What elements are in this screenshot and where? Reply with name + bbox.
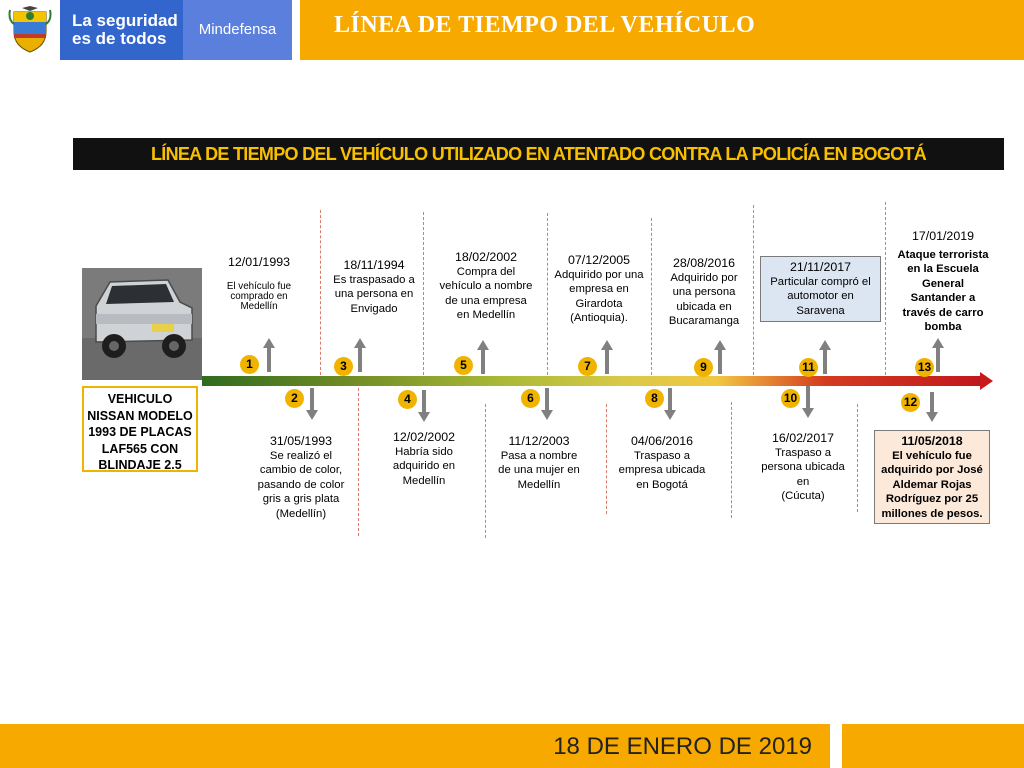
event-text: persona ubicada (761, 461, 845, 473)
event-text: Medellín (402, 474, 446, 487)
footer-date: 18 DE ENERO DE 2019 (553, 733, 812, 760)
event-date: 11/05/2018 (901, 434, 963, 448)
event-text: Se realizó el (269, 449, 333, 462)
header-title-bar (300, 0, 1024, 60)
event-text: una persona en (334, 288, 414, 300)
event-text: Ataque terrorista (897, 248, 989, 261)
vehicle-description (82, 386, 198, 472)
event-text: Adquirido por (670, 271, 738, 284)
event-text: de una empresa (445, 294, 527, 307)
event-text: comprado en (230, 290, 288, 302)
event-text: adquirido por José (881, 464, 983, 476)
event-text: automotor en (787, 290, 854, 302)
event-13 (892, 229, 994, 335)
event-date: 12/01/1993 (227, 255, 290, 269)
event-4 (378, 430, 470, 488)
vehicle-photo (82, 268, 202, 380)
event-text: Rodríguez por 25 (885, 493, 979, 505)
vehicle-line: NISSAN MODELO (87, 408, 193, 423)
event-3 (326, 258, 422, 316)
event-marker-10: 10 (781, 389, 800, 408)
coat-of-arms-icon (8, 6, 52, 54)
event-text: millones de pesos. (881, 507, 983, 520)
footer-bar (0, 724, 830, 768)
event-marker-2: 2 (285, 389, 304, 408)
event-text: cambio de color, (259, 464, 343, 476)
event-text: Traspaso a (633, 449, 691, 462)
event-text: Santander a (910, 292, 976, 304)
gov-slogan-line1: La seguridad (72, 11, 178, 30)
event-date: 07/12/2005 (567, 253, 630, 267)
event-7 (548, 253, 650, 326)
event-1 (214, 255, 304, 312)
event-date: 17/01/2019 (911, 229, 974, 243)
event-date: 21/11/2017 (789, 260, 852, 274)
separator-line (485, 404, 486, 538)
event-marker-8: 8 (645, 389, 664, 408)
event-text: en Medellín (456, 309, 516, 321)
separator-line (753, 205, 754, 375)
event-date: 28/08/2016 (672, 256, 735, 270)
event-text: Medellín (517, 478, 561, 491)
event-marker-11: 11 (799, 358, 818, 377)
footer-accent (842, 724, 1024, 768)
separator-line (358, 388, 359, 536)
event-marker-1: 1 (240, 355, 259, 374)
event-text: bomba (924, 321, 962, 333)
event-text: Envigado (350, 302, 398, 315)
event-text: Particular compró el (770, 275, 871, 288)
event-date: 31/05/1993 (269, 434, 332, 448)
separator-line (731, 402, 732, 518)
event-8 (614, 434, 710, 492)
event-text: (Medellín) (275, 507, 327, 520)
event-marker-4: 4 (398, 390, 417, 409)
event-2 (252, 434, 350, 521)
event-10 (752, 431, 854, 504)
gov-slogan-line2: es de todos (72, 29, 167, 48)
separator-line (651, 218, 652, 375)
event-text: gris a gris plata (262, 493, 340, 505)
gov-slogan-logo (60, 0, 183, 60)
separator-line (885, 202, 886, 375)
ministry-logo: Mindefensa (183, 0, 292, 60)
timeline-arrowhead-icon (980, 372, 993, 390)
event-marker-3: 3 (334, 357, 353, 376)
event-text: Es traspasado a (333, 273, 415, 286)
event-text: empresa ubicada (618, 464, 706, 476)
event-date: 18/02/2002 (454, 250, 517, 264)
timeline-axis (202, 376, 982, 386)
separator-line (423, 212, 424, 375)
vehicle-line: LAF565 CON (101, 441, 179, 456)
event-text: Habría sido (395, 445, 453, 458)
event-text: adquirido en (392, 460, 456, 472)
vehicle-line: VEHICULO (107, 392, 173, 406)
event-text: (Antioquia). (570, 312, 628, 324)
event-marker-12: 12 (901, 393, 920, 412)
event-text: en la Escuela (907, 263, 979, 275)
event-text: Girardota (575, 297, 623, 310)
event-marker-9: 9 (694, 358, 713, 377)
event-date: 18/11/1994 (343, 258, 405, 272)
event-text: vehículo a nombre (439, 280, 533, 292)
event-text: de una mujer en (498, 464, 580, 476)
event-text: en (796, 475, 810, 488)
separator-line (606, 404, 607, 514)
event-5 (432, 250, 540, 323)
timeline-heading: LÍNEA DE TIEMPO DEL VEHÍCULO UTILIZADO EN ATENTADO CONTRA LA POLICÍA EN BOGOTÁ (73, 138, 1004, 170)
event-date: 12/02/2002 (392, 430, 455, 444)
event-date: 16/02/2017 (771, 431, 834, 445)
separator-line (857, 404, 858, 512)
event-text: Aldemar Rojas (892, 478, 972, 491)
event-text: pasando de color (257, 478, 345, 491)
event-text: (Cúcuta) (781, 490, 825, 502)
event-text: Bucaramanga (668, 315, 740, 327)
event-marker-5: 5 (454, 356, 473, 375)
event-text: Compra del (456, 265, 516, 278)
event-11 (760, 256, 881, 322)
event-6 (490, 434, 588, 492)
event-marker-13: 13 (915, 358, 934, 377)
event-12 (874, 430, 990, 524)
page-title: LÍNEA DE TIEMPO DEL VEHÍCULO (334, 12, 756, 38)
vehicle-photo-image (82, 268, 202, 380)
separator-line (320, 210, 321, 375)
event-text: empresa en (569, 283, 629, 295)
event-9 (656, 256, 752, 329)
event-text: Adquirido por una (554, 268, 644, 281)
header-left (0, 0, 292, 60)
event-text: en Bogotá (636, 478, 688, 491)
event-text: una persona (672, 286, 736, 298)
event-text: Medellín (240, 300, 278, 312)
event-text: General (921, 277, 965, 290)
event-text: Traspaso a (774, 446, 832, 459)
event-date: 04/06/2016 (630, 434, 693, 448)
vehicle-line: 1993 DE PLACAS (88, 425, 192, 439)
event-marker-7: 7 (578, 357, 597, 376)
event-text: El vehículo fue (226, 280, 292, 292)
event-text: ubicada en (676, 300, 732, 313)
event-text: Pasa a nombre (500, 449, 578, 462)
event-text: través de carro (902, 306, 984, 319)
event-date: 11/12/2003 (508, 434, 570, 448)
event-marker-6: 6 (521, 389, 540, 408)
event-text: El vehículo fue (892, 449, 972, 462)
vehicle-line: BLINDAJE 2.5 (98, 458, 182, 472)
event-text: Saravena (796, 304, 845, 317)
